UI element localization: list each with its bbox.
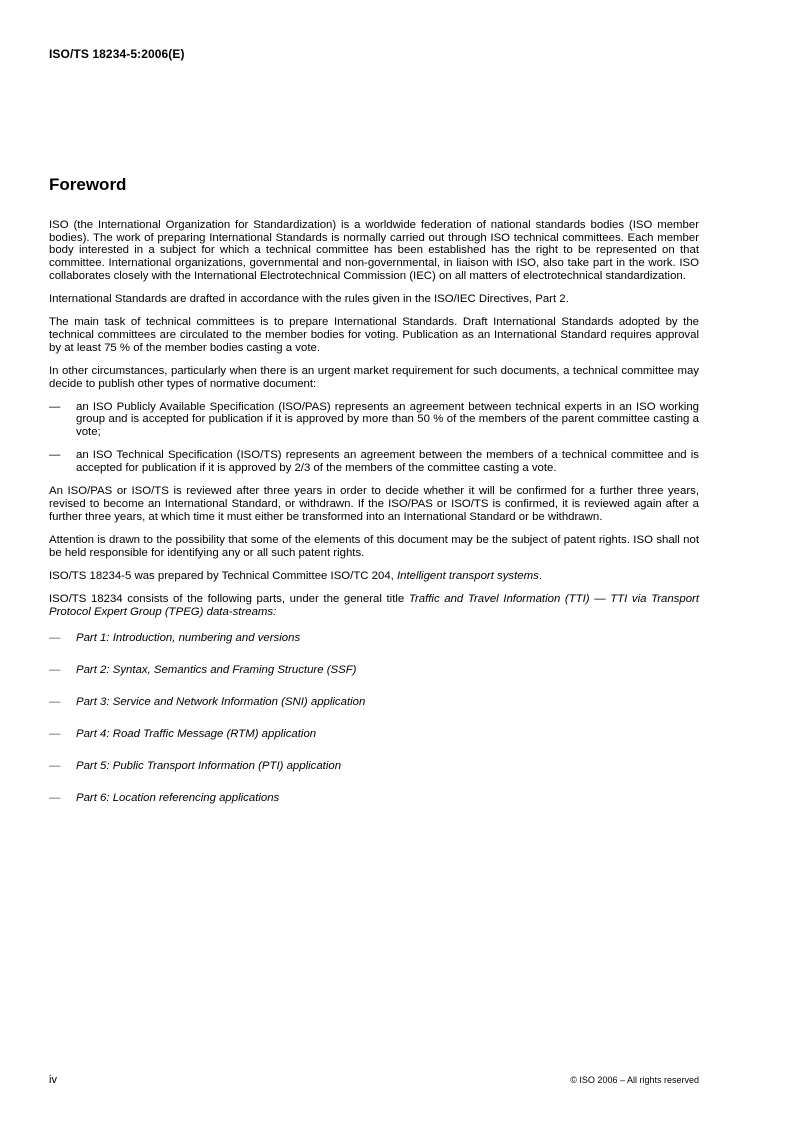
paragraph-patent: Attention is drawn to the possibility that some of the elements of this document may be the subject of patent rights. ISO shall not be held responsible for identifying any or all such patent rights. <box>49 533 699 559</box>
paragraph-directives: International Standards are drafted in accordance with the rules given in the ISO/IEC Directives, Part 2. <box>49 293 569 306</box>
prepared-by-text: ISO/TS 18234-5 was prepared by Technical Committee ISO/TC 204, <box>49 569 397 582</box>
list-item <box>49 632 699 645</box>
paragraph-iso-intro: ISO (the International Organization for Standardization) is a worldwide federation of national standards bodies (ISO member bodies). The work of preparing International Standards is normally carried out through ISO technical committees. Each member body interested in a subject for which a technical committee has been established has the right to be represented on that committee. International organizations, governmental and non-governmental, in liaison with ISO, also take part in the work. ISO collaborates closely with the International Electrotechnical Commission (IEC) on all matters of electrotechnical standardization. <box>49 219 699 282</box>
parts-intro-text: ISO/TS 18234 consists of the following parts, under the general title <box>49 592 409 605</box>
document-id-header: ISO/TS 18234-5:2006(E) <box>49 47 185 61</box>
list-item-text: an ISO Technical Specification (ISO/TS) represents an agreement between the members of a technical committee and is accepted for publication if it is approved by 2/3 of the members of the committee casting a vote. <box>76 449 699 475</box>
copyright-notice: © ISO 2006 – All rights reserved <box>570 1075 699 1085</box>
foreword-body <box>49 219 699 824</box>
part-title: Part 1: Introduction, numbering and versions <box>76 632 301 645</box>
part-title: Part 3: Service and Network Information (SNI) application <box>76 696 366 709</box>
part-title: Part 6: Location referencing applications <box>76 792 280 805</box>
dash-bullet: — <box>49 664 61 677</box>
parts-list <box>49 632 699 805</box>
part-title: Part 2: Syntax, Semantics and Framing Structure (SSF) <box>76 664 357 677</box>
paragraph-other-circumstances: In other circumstances, particularly when there is an urgent market requirement for such documents, a technical committee may decide to publish other types of normative document: <box>49 364 699 390</box>
paragraph-parts-intro <box>49 593 699 618</box>
list-item <box>49 760 699 773</box>
dash-bullet: — <box>49 632 61 645</box>
paragraph-main-task: The main task of technical committees is to prepare International Standards. Draft International Standards adopted by the technical committees are circulated to the member bodies for voting. Publication as an International Standard requires approval by at least 75 % of the member bodies casting a vote. <box>49 316 699 354</box>
general-title: Traffic and Travel Information (TTI) — TTI via Transport Protocol Expert Group (TPEG) data-streams: <box>49 592 699 618</box>
committee-title: Intelligent transport systems <box>397 569 539 582</box>
dash-bullet: — <box>49 728 61 741</box>
list-item-pas <box>49 401 699 439</box>
part-title: Part 4: Road Traffic Message (RTM) application <box>76 728 317 741</box>
dash-bullet: — <box>49 400 61 413</box>
page-title: Foreword <box>49 175 127 194</box>
list-item <box>49 696 699 709</box>
dash-bullet: — <box>49 449 61 462</box>
list-item <box>49 664 699 677</box>
dash-bullet: — <box>49 696 61 709</box>
list-item <box>49 728 699 741</box>
part-title: Part 5: Public Transport Information (PTI) application <box>76 760 342 773</box>
list-item-ts <box>49 449 699 474</box>
list-item <box>49 792 699 805</box>
page-number: iv <box>49 1074 57 1086</box>
paragraph-review: An ISO/PAS or ISO/TS is reviewed after three years in order to decide whether it will be confirmed for a further three years, revised to become an International Standard, or withdrawn. If the ISO/PAS or ISO/TS is confirmed, it is reviewed again after a further three years, at which time it must either be transformed into an International Standard or be withdrawn. <box>49 485 699 523</box>
paragraph-prepared-by <box>49 570 699 583</box>
dash-bullet: — <box>49 792 61 805</box>
prepared-by-period: . <box>538 569 542 582</box>
list-item-text: an ISO Publicly Available Specification (ISO/PAS) represents an agreement between technical experts in an ISO working group and is accepted for publication if it is approved by more than 50 % of the members of the parent committee casting a vote; <box>76 400 699 439</box>
dash-bullet: — <box>49 760 61 773</box>
